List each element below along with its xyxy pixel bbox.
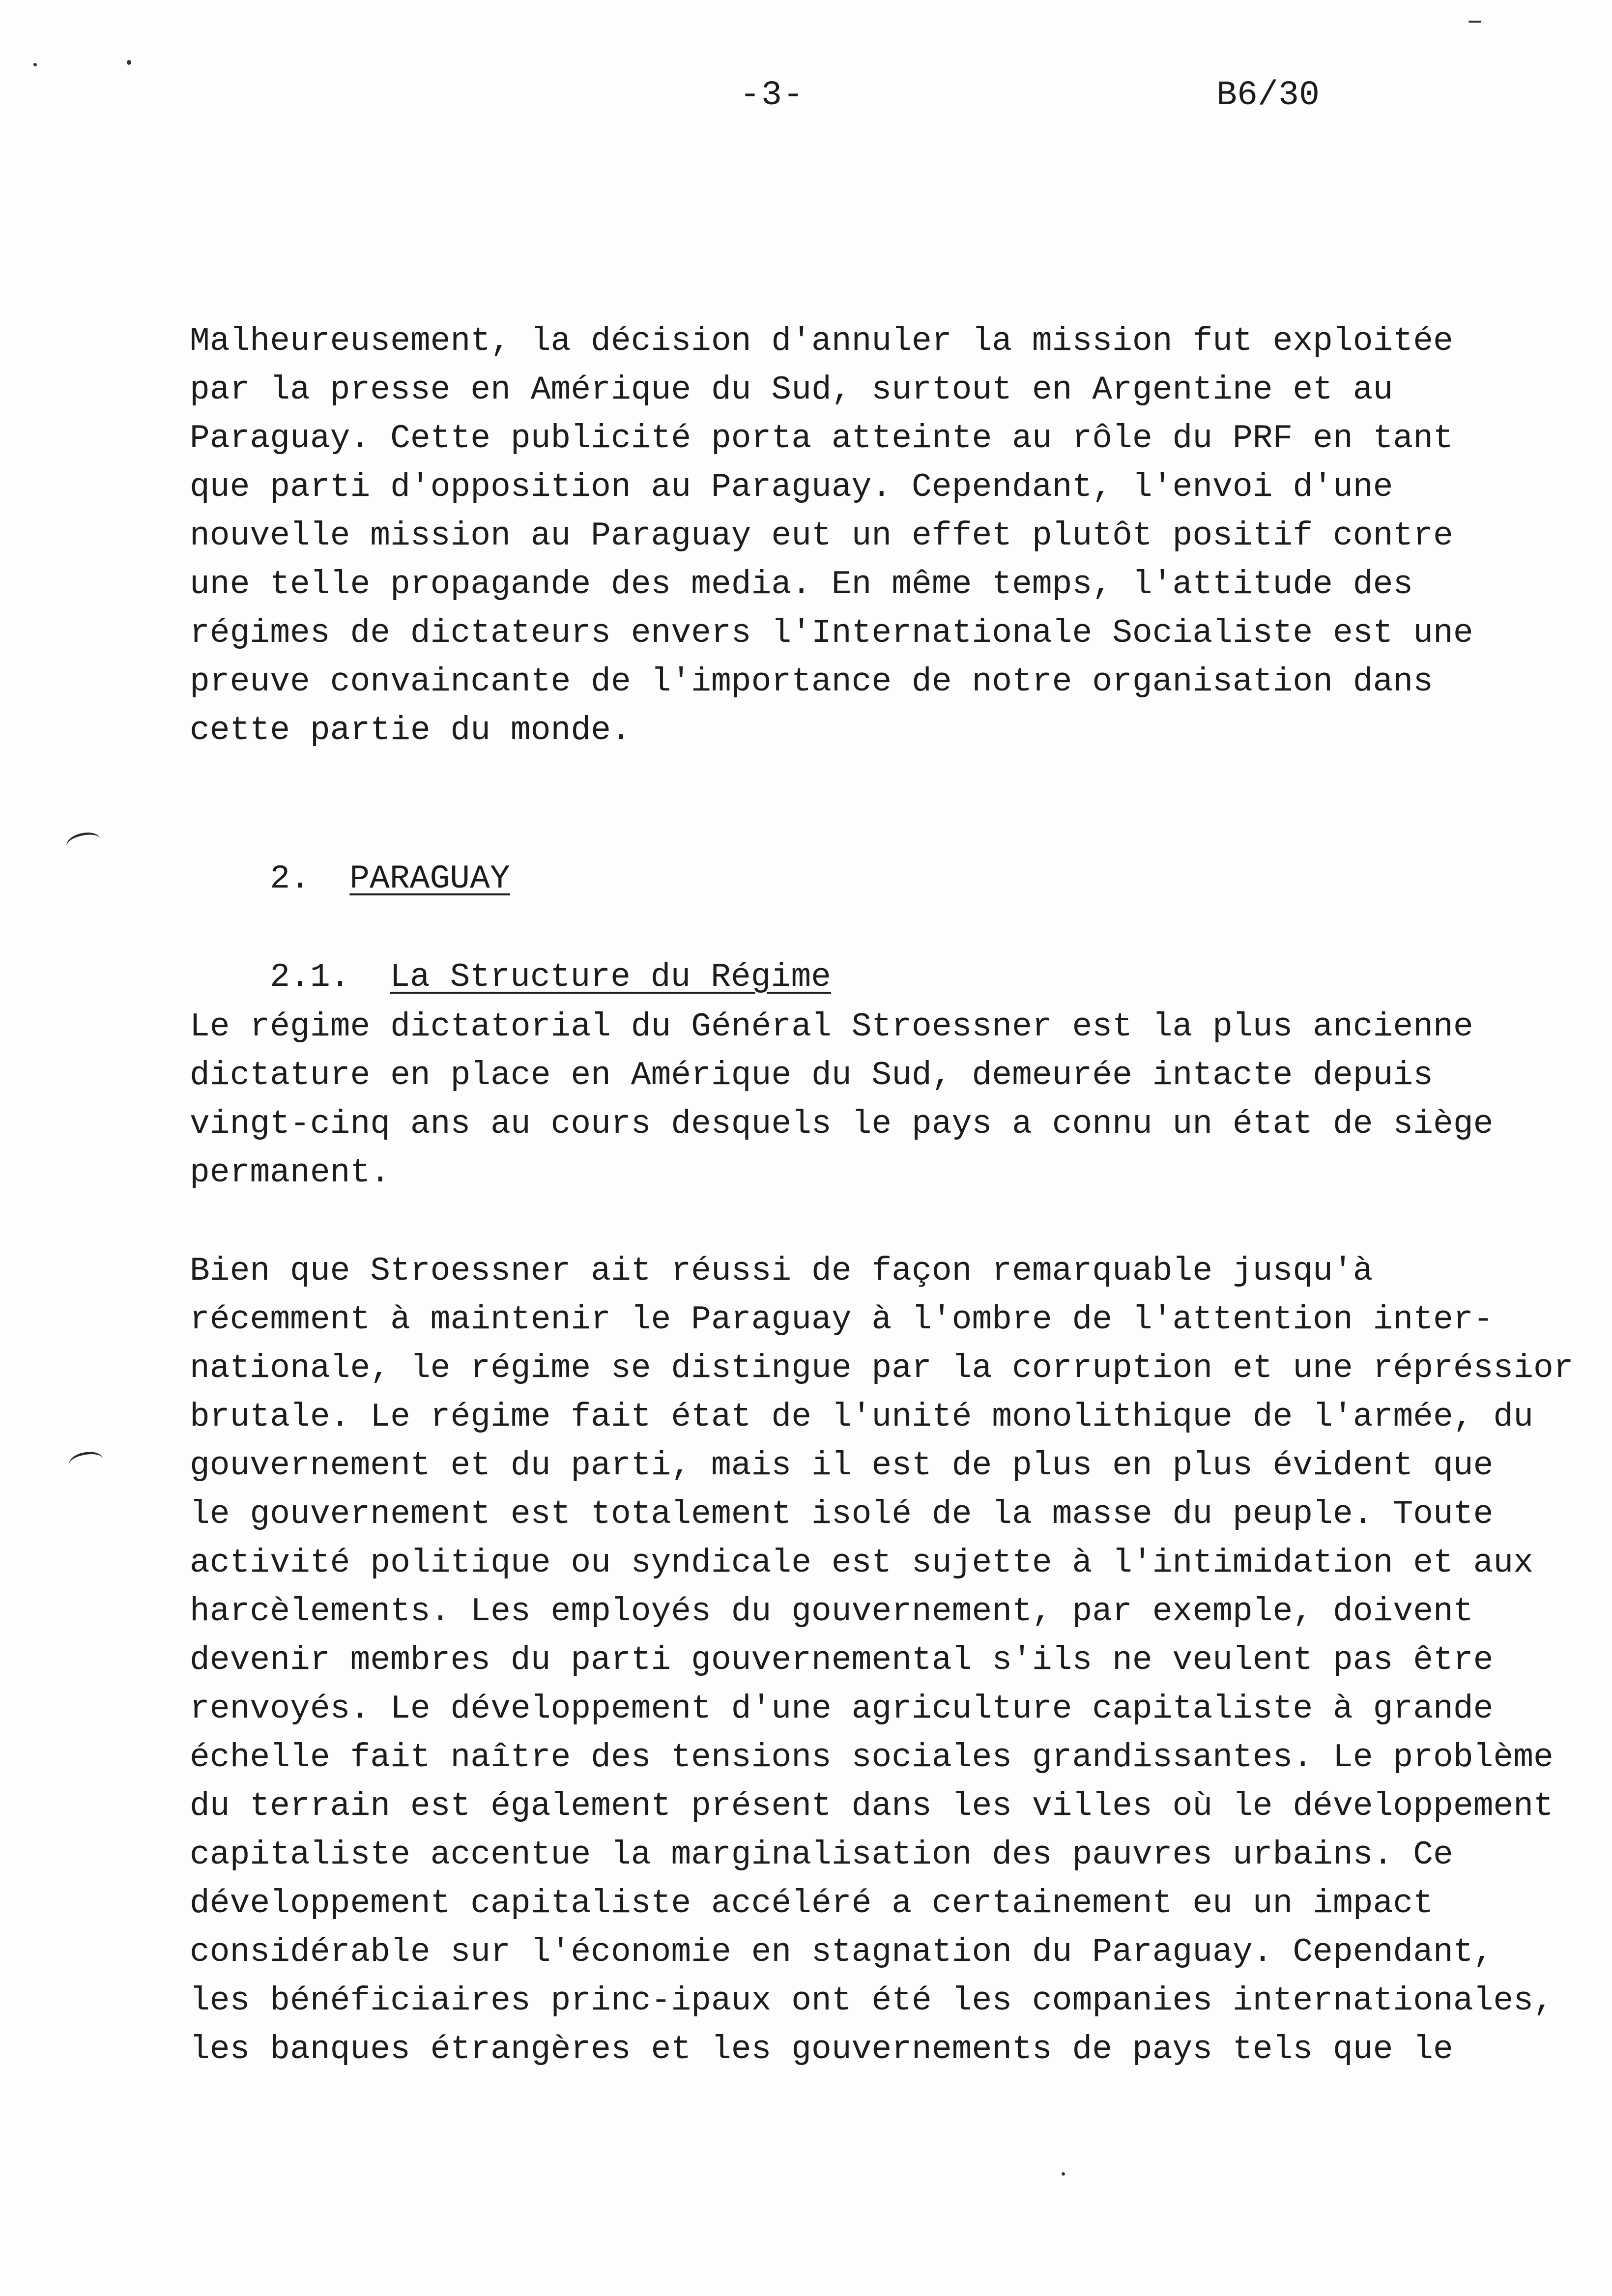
text-line: harcèlements. Les employés du gouvernement, par exemple, doivent — [190, 1593, 1473, 1631]
paragraph-regime-characteristics — [190, 1247, 1585, 2074]
text-line: du terrain est également présent dans les villes où le développement — [190, 1787, 1554, 1825]
paper-speck — [33, 63, 37, 66]
text-line: régimes de dictateurs envers l'Internationale Socialiste est une — [190, 614, 1473, 652]
text-line: que parti d'opposition au Paraguay. Cependant, l'envoi d'une — [190, 468, 1393, 506]
text-line: vingt-cinq ans au cours desquels le pays a connu un état de siège — [190, 1105, 1494, 1143]
text-line: Bien que Stroessner ait réussi de façon remarquable jusqu'à — [190, 1252, 1373, 1290]
page-number: -3- — [740, 76, 805, 115]
text-line: développement capitaliste accéléré a certainement eu un impact — [190, 1885, 1434, 1923]
text-line: activité politique ou syndicale est sujette à l'intimidation et aux — [190, 1544, 1534, 1582]
subsection-heading — [190, 904, 831, 996]
text-line: considérable sur l'économie en stagnation du Paraguay. Cependant, — [190, 1933, 1494, 1971]
text-line: nouvelle mission au Paraguay eut un effet plutôt positif contre — [190, 517, 1453, 555]
text-line: Paraguay. Cette publicité porta atteinte au rôle du PRF en tant — [190, 420, 1453, 458]
paper-speck — [127, 60, 131, 65]
text-line: le gouvernement est totalement isolé de la masse du peuple. Toute — [190, 1495, 1494, 1533]
section-number: 2. — [270, 860, 310, 898]
margin-pen-mark — [65, 830, 103, 856]
paper-speck — [1062, 2172, 1065, 2176]
paper-speck — [1468, 21, 1481, 23]
text-line: preuve convaincante de l'importance de notre organisation dans — [190, 663, 1434, 701]
document-reference: B6/30 — [1216, 76, 1320, 115]
margin-pen-mark — [67, 1449, 105, 1474]
text-line: les bénéficiaires princ-ipaux ont été les companies internationales, — [190, 1982, 1554, 2020]
paragraph-regime-origins — [190, 1003, 1585, 1197]
text-line: dictature en place en Amérique du Sud, demeurée intacte depuis — [190, 1057, 1434, 1094]
text-line: Le régime dictatorial du Général Stroessner est la plus ancienne — [190, 1008, 1473, 1046]
subsection-number: 2.1. — [270, 958, 350, 996]
text-line: cette partie du monde. — [190, 712, 631, 749]
section-title: PARAGUAY — [349, 860, 510, 898]
text-line: échelle fait naître des tensions sociales grandissantes. Le problème — [190, 1739, 1554, 1777]
text-line: récemment à maintenir le Paraguay à l'ombre de l'attention inter- — [190, 1301, 1494, 1339]
text-line: renvoyés. Le développement d'une agriculture capitaliste à grande — [190, 1690, 1494, 1728]
text-line: capitaliste accentue la marginalisation des pauvres urbains. Ce — [190, 1836, 1453, 1874]
text-line: par la presse en Amérique du Sud, surtout en Argentine et au — [190, 371, 1393, 409]
text-line: les banques étrangères et les gouvernements de pays tels que le — [190, 2031, 1453, 2068]
text-line: permanent. — [190, 1154, 391, 1192]
text-line: Malheureusement, la décision d'annuler la mission fut exploitée — [190, 322, 1453, 360]
intro-paragraph — [190, 317, 1585, 755]
section-heading — [190, 806, 510, 898]
text-line: brutale. Le régime fait état de l'unité monolithique de l'armée, du — [190, 1398, 1534, 1436]
text-line: devenir membres du parti gouvernemental s'ils ne veulent pas être — [190, 1641, 1494, 1679]
text-line: une telle propagande des media. En même temps, l'attitude des — [190, 566, 1413, 603]
text-line: nationale, le régime se distingue par la corruption et une répréssior — [190, 1349, 1574, 1387]
subsection-title: La Structure du Régime — [390, 958, 831, 996]
text-line: gouvernement et du parti, mais il est de plus en plus évident que — [190, 1447, 1494, 1485]
